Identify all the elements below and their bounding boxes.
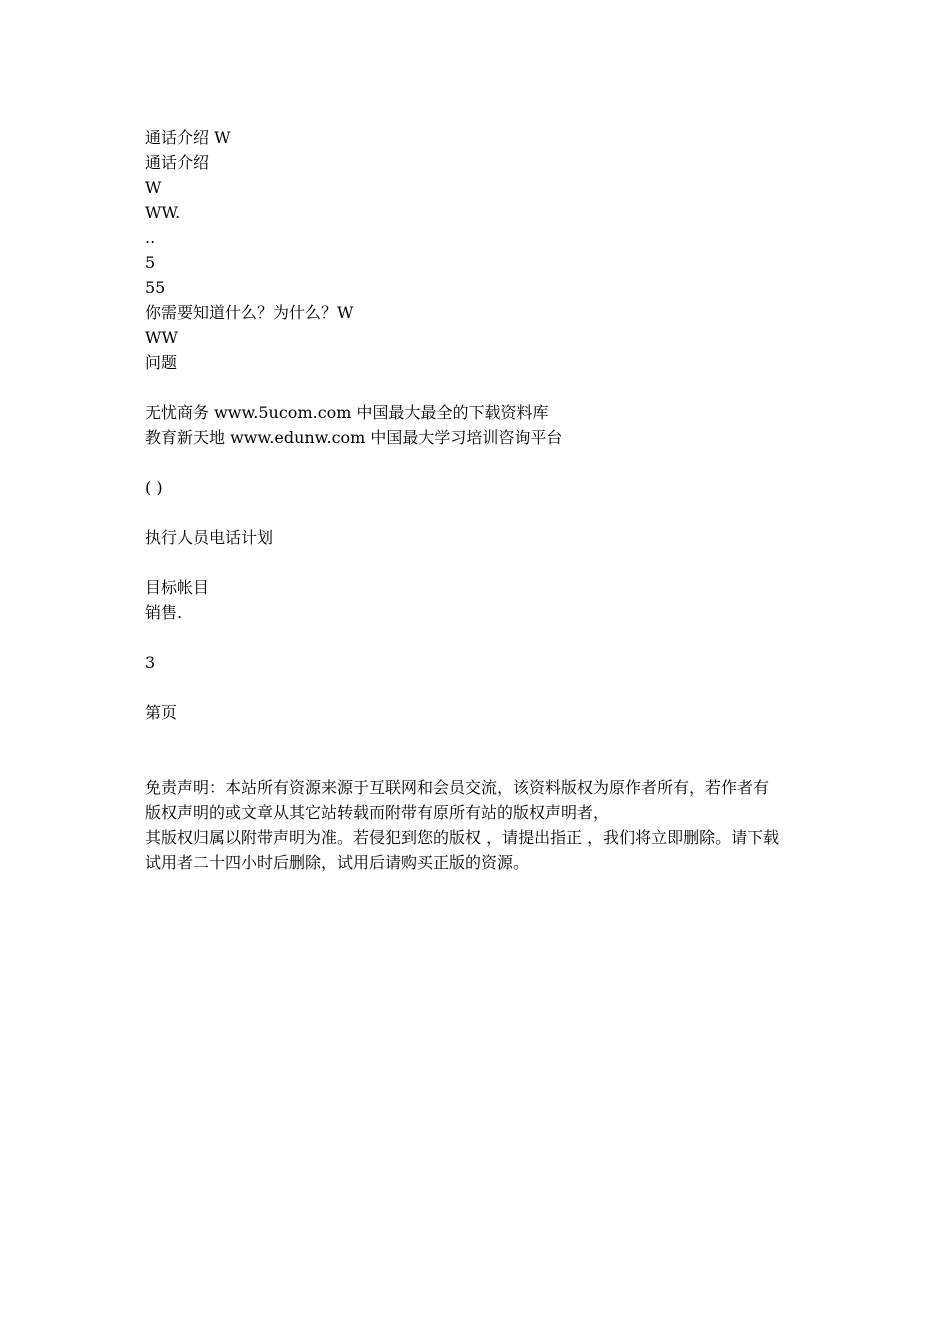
text-line: WW — [145, 328, 178, 347]
target-label: 目标帐目 — [145, 578, 210, 597]
ad-line-5ucom: 无忧商务 www.5ucom.com 中国最大最全的下载资料库 — [145, 403, 549, 422]
text-line: 问题 — [145, 353, 178, 372]
spacer — [145, 550, 815, 575]
text-line: 你需要知道什么？为什么？W — [145, 303, 354, 322]
plan-title: 执行人员电话计划 — [145, 528, 274, 547]
text-line: 55 — [145, 278, 166, 297]
document-page — [145, 125, 815, 875]
disclaimer-line: 其版权归属以附带声明为准。若侵犯到您的版权 ，请提出指正 ，我们将立即删除。请下载 — [145, 828, 780, 847]
page-label: 第页 — [145, 703, 178, 722]
text-line: WW. — [145, 203, 181, 222]
spacer — [145, 500, 815, 525]
ad-line-edunw: 教育新天地 www.edunw.com 中国最大学习培训咨询平台 — [145, 428, 563, 447]
text-line: W — [145, 178, 162, 197]
spacer — [145, 725, 815, 775]
spacer — [145, 675, 815, 700]
number-text: 3 — [145, 653, 156, 672]
disclaimer-line: 版权声明的或文章从其它站转载而附带有原所有站的版权声明者， — [145, 803, 610, 822]
sales-label: 销售. — [145, 603, 183, 622]
disclaimer — [145, 775, 810, 875]
text-line: 通话介绍 W — [145, 128, 231, 147]
parenthesis-text: ( ) — [145, 478, 163, 497]
text-line: .. — [145, 228, 156, 247]
disclaimer-line: 免责声明：本站所有资源来源于互联网和会员交流，该资料版权为原作者所有，若作者有 — [145, 778, 770, 797]
text-line: 5 — [145, 253, 156, 272]
text-line: 通话介绍 — [145, 153, 210, 172]
spacer — [145, 375, 815, 400]
spacer — [145, 625, 815, 650]
disclaimer-line: 试用者二十四小时后删除，试用后请购买正版的资源。 — [145, 853, 530, 872]
spacer — [145, 450, 815, 475]
